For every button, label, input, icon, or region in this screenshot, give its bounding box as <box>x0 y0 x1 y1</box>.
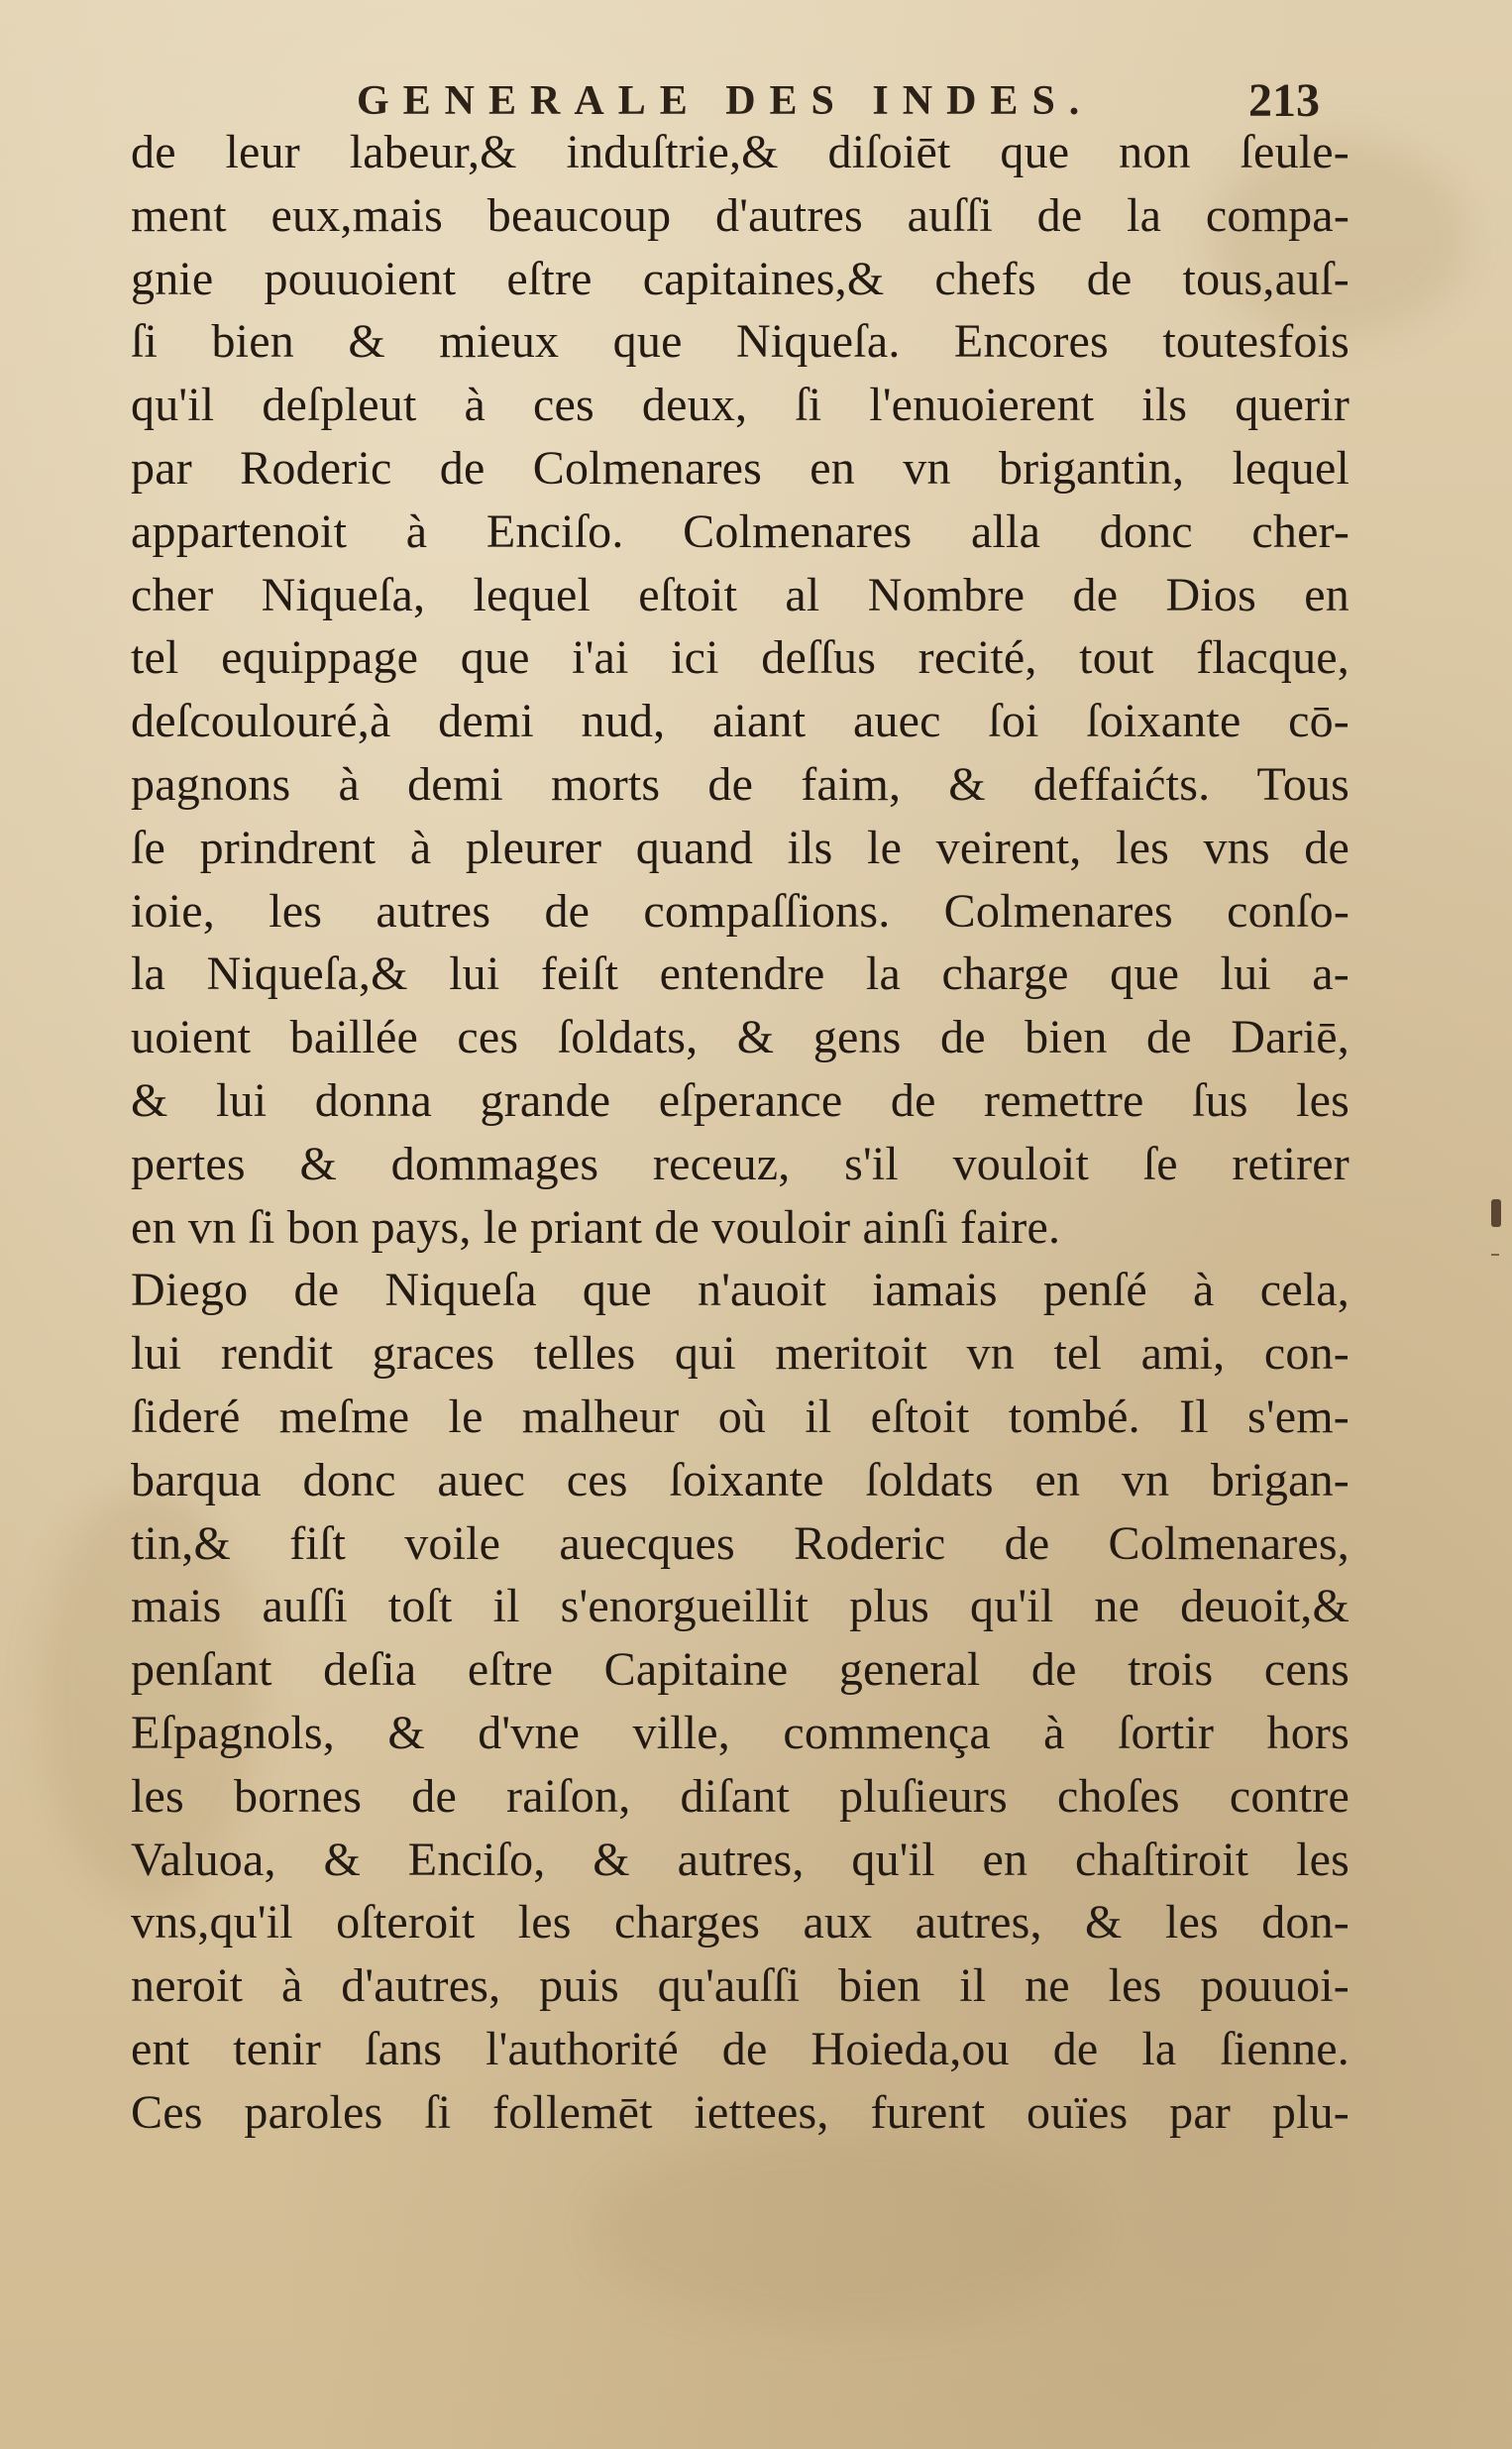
body-text <box>131 121 1350 2145</box>
text-line: neroit à d'autres, puis qu'auſſi bien il ne les pouuoi- <box>131 1959 1350 2013</box>
text-line: de leur labeur,& induſtrie,& diſoiēt que non ſeule- <box>131 126 1350 178</box>
text-line: qu'il deſpleut à ces deux, ſi l'enuoierent ils querir <box>131 379 1350 432</box>
text-line: mais auſſi toſt il s'enorgueillit plus qu'il ne deuoit,& <box>131 1580 1350 1633</box>
text-line: barqua donc auec ces ſoixante ſoldats en vn brigan- <box>131 1453 1350 1506</box>
text-line: uoient baillée ces ſoldats, & gens de bien de Dariē, <box>131 1011 1350 1064</box>
text-line: ſideré meſme le malheur où il eſtoit tombé. Il s'em- <box>131 1390 1350 1443</box>
text-line: Valuoa, & Enciſo, & autres, qu'il en chaſtiroit les <box>131 1833 1350 1886</box>
text-line: tel equippage que i'ai ici deſſus recité, tout flacque, <box>131 631 1350 685</box>
text-line: vns,qu'il oſteroit les charges aux autres, & les don- <box>131 1896 1350 1949</box>
text-line: penſant deſia eſtre Capitaine general de trois cens <box>131 1643 1350 1697</box>
text-line: Eſpagnols, & d'vne ville, commença à ſortir hors <box>131 1706 1350 1759</box>
text-line: appartenoit à Enciſo. Colmenares alla donc cher- <box>131 504 1350 558</box>
text-line: ent tenir ſans l'authorité de Hoieda,ou de la ſienne. <box>131 2022 1350 2075</box>
text-line: ment eux,mais beaucoup d'autres auſſi de la compa- <box>131 188 1350 242</box>
text-line: ſe prindrent à pleurer quand ils le veirent, les vns de <box>131 821 1350 874</box>
text-line: en vn ſi bon pays, le priant de vouloir ainſi faire. <box>131 1200 1061 1254</box>
text-line: ioie, les autres de compaſſions. Colmenares conſo- <box>131 884 1350 938</box>
text-line: ſi bien & mieux que Niqueſa. Encores toutesfois <box>131 315 1350 369</box>
text-line: cher Niqueſa, lequel eſtoit al Nombre de Dios en <box>131 568 1350 621</box>
text-line: les bornes de raiſon, diſant pluſieurs choſes contre <box>131 1769 1350 1823</box>
text-line: & lui donna grande eſperance de remettre ſus les <box>131 1073 1350 1127</box>
text-line: pertes & dommages receuz, s'il vouloit ſe retirer <box>131 1137 1350 1190</box>
running-head: GENERALE DES INDES. <box>357 78 1094 124</box>
text-line: Diego de Niqueſa que n'auoit iamais penſé à cela, <box>131 1264 1350 1317</box>
paper-stain <box>594 2131 1090 2329</box>
page-number: 213 <box>1248 74 1320 127</box>
text-line: tin,& fiſt voile auecques Roderic de Colmenares, <box>131 1516 1350 1570</box>
text-line: par Roderic de Colmenares en vn brigantin, lequel <box>131 441 1350 495</box>
text-line: lui rendit graces telles qui meritoit vn tel ami, con- <box>131 1327 1350 1381</box>
text-line: deſcoulouré,à demi nud, aiant auec ſoi ſoixante cō- <box>131 695 1350 748</box>
text-line: gnie pouuoient eſtre capitaines,& chefs de tous,auſ- <box>131 252 1350 305</box>
page-edge-mark <box>1491 1199 1501 1227</box>
text-line: la Niqueſa,& lui feiſt entendre la charge que lui a- <box>131 947 1350 1001</box>
page-edge-dash <box>1491 1254 1499 1256</box>
text-line: pagnons à demi morts de faim, & deffaićts. Tous <box>131 757 1350 811</box>
text-line: Ces paroles ſi follemēt iettees, furent ouïes par plu- <box>131 2085 1350 2139</box>
